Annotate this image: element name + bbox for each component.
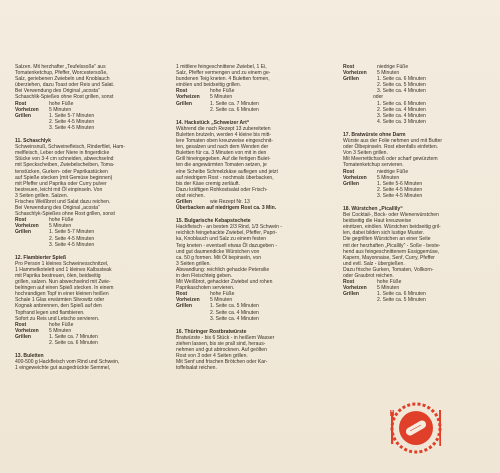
text-line: Schale 1 Glas erwärmten Slivowitz oder [15, 297, 105, 304]
grillen-label: Grillen [343, 291, 359, 298]
text-line: Schaschlik-Spießes ohne Rost grillen, sonst [15, 94, 114, 101]
text-line: Mit Weißbrot, gehackter Zwiebel und rohen [176, 279, 273, 286]
grillen-line: 3. Seite 4-5 Minuten [377, 192, 423, 199]
rost-label: Rost [176, 291, 188, 298]
text-line: und evtl. Salz - übergießen. [343, 260, 405, 267]
grillen-line: 2. Seite 4-5 Minuten [49, 235, 95, 242]
vorheizen-label: Vorheizen [343, 174, 367, 181]
grillen-label: Grillen [15, 333, 31, 340]
rost-value: niedrige Füße [377, 168, 409, 175]
grillen-line: 3. Seite 4-5 Minuten [49, 124, 95, 131]
text-line: mit Paprika bestreuen, ölen, beidseitig [15, 273, 101, 279]
rost-label: Rost [343, 168, 355, 175]
rost-label: Rost [15, 217, 27, 224]
text-line: bestreuen, leicht mit Öl einpinseln. Von [15, 186, 103, 193]
text-line: 1 Hammelkotelett und 1 kleines Kalbssteak [15, 266, 112, 273]
rost-value: hohe Füße [49, 217, 74, 224]
text-line: Während die nach Rezept 13 zubereiteten [176, 125, 271, 132]
grillen-label: Grillen [176, 100, 192, 107]
grillen-label: Grillen [15, 112, 31, 119]
section-title: 18. Würstchen „Picallily“ [343, 205, 403, 212]
text-line: nehmen und gut abtrocknen. Auf geölten [176, 347, 267, 354]
grillen-line: 4. Seite ca. 3 Minuten [377, 118, 426, 125]
text-line: Paprikaschoten servieren. [176, 285, 235, 292]
vorheizen-value: 5 Minuten [49, 106, 72, 113]
text-line: Teig kneten - eventuell etwas Öl dazugeben - [176, 242, 277, 249]
text-line: Bei Cocktail-, Bock- oder Wienerwürstchen [343, 212, 439, 219]
text-line: Kognak anbrennen, den Spieß auf den [15, 303, 102, 310]
text-line: ziehen lassen, bis sie prall sind, heraus- [176, 340, 266, 347]
grillen-line: 2. Seite ca. 5 Minuten [377, 297, 426, 304]
grillen-row [176, 101, 326, 107]
vorheizen-label: Vorheizen [15, 106, 39, 113]
grillen-label: Grillen [343, 180, 359, 187]
text-line: Dazu kräftigen Rohkostsalat oder Frisch- [176, 186, 268, 193]
column-2 [176, 64, 326, 371]
text-line: Sofort zu Reis und Letscho servieren. [15, 315, 100, 322]
text-line: len, dabei bilden sich lustige Muster. [343, 230, 425, 237]
text-line: ca. 50 g formen. Mit Öl bepinseln, von [176, 254, 261, 261]
grillen-line: 3. Seite ca. 4 Minuten [210, 315, 259, 322]
text-line: Salzen. Mit herzhafter „Teufelssoße“ aus [15, 64, 106, 70]
text-line: Stücke von 3-4 cm schneiden, abwechselnd [15, 156, 114, 163]
vorheizen-label: Vorheizen [343, 285, 367, 292]
grillen-line: 2. Seite 4-5 Minuten [377, 186, 423, 193]
text-line: einritzen, einölen. Würstchen beidseitig gril- [343, 224, 441, 231]
section-title: 12. Flambierter Spieß [15, 254, 67, 261]
text-line: Pro Person 1 kleines Schweinesschnitzel, [15, 260, 109, 267]
text-line: 3 Seiten grillen. [176, 260, 211, 267]
text-line: Kapern, Mayonnaise, Senf, Curry, Pfeffer [343, 254, 435, 261]
vorheizen-value: 5 Minuten [377, 285, 400, 292]
text-line: Mit Senf und frischen Brötchen oder Kar- [176, 359, 268, 366]
grillen-line: 3. Seite ca. 4 Minuten [377, 112, 426, 119]
oder-text: oder [373, 94, 384, 101]
text-line: ten, gesalzen und nach dem Wenden der [176, 144, 269, 151]
text-line: Bei Verwendung des Original „acosta“ [15, 88, 100, 95]
section-title: 15. Bulgarische Kebapstschete [176, 218, 251, 225]
vorheizen-label: Vorheizen [176, 94, 200, 101]
text-line: ten die angewärmten Tomaten setzen, je [176, 162, 267, 169]
text-line: Schweinsnuß, Schweinefleisch, Rinderfilet, Ham- [15, 144, 125, 151]
section-title: 16. Thüringer Rostbratwürste [176, 328, 247, 335]
text-line: Schaschlyk-Spießes ohne Rost grillen, sonst [15, 211, 115, 218]
section-title: 17. Bratwürste ohne Darm [343, 131, 406, 138]
text-line: mit der herzhaften „Picallily“ - Soße - beste- [343, 242, 441, 249]
grillen-line: 2. Seite ca. 5 Minuten [377, 82, 426, 89]
grillen-value: 1. Seite ca. 7 Minuten [210, 100, 259, 107]
text-line: und gut daumendicke Würstchen von [176, 248, 260, 255]
text-line: Buletten für ca. 3 Minuten von mit in den [176, 150, 267, 157]
grillen-line: 2. Seite ca. 4 Minuten [377, 106, 426, 113]
text-line: beidseitig die Haut kreuzweise [343, 218, 412, 225]
grillen-line: 2. Seite ca. 6 Minuten [210, 106, 259, 113]
grillen-line: 3. Seite 4-5 Minuten [49, 241, 95, 248]
rost-label: Rost [15, 321, 27, 328]
grillen-row [15, 113, 165, 119]
grillen-label: Grillen [176, 198, 192, 205]
text-line: Topfrand legen und flambieren. [15, 309, 85, 316]
vorheizen-value: 5 Minuten [49, 327, 72, 334]
grillen-value: 1. Seite ca. 5 Minuten [210, 303, 259, 310]
grillen-line: 3. Seite ca. 4 Minuten [377, 88, 426, 95]
text-line: mit Speckscheiben, Zwiebelscheiben, Toma- [15, 162, 115, 169]
grillen-row [176, 303, 326, 309]
grillen-value: 1. Seite 5-7 Minuten [49, 112, 95, 119]
text-line: in den Fleischteig geben. [176, 273, 233, 279]
grillen-value: wie Rezept Nr. 13 [210, 198, 250, 205]
text-line: Bei Verwendung des Original „acosta“ [15, 205, 100, 212]
intro-text [15, 64, 165, 101]
text-line: überziehen, dazu Toast oder Reis und Salat. [15, 82, 115, 89]
grillen-row [343, 181, 493, 187]
text-line: belringen auf einen Spieß stecken. In einem [15, 285, 114, 292]
text-line: oder Graubrot reichen. [343, 273, 394, 279]
text-line: hochrandigen Topf in einer kleinen heißen [15, 291, 109, 298]
vorheizen-label: Vorheizen [343, 70, 367, 77]
text-line: obst reichen. [176, 192, 205, 199]
vorheizen-value: 5 Minuten [377, 174, 400, 181]
text-line: 1 eingeweichte gut ausgedrückte Semmel, [15, 365, 111, 372]
rost-label: Rost [343, 64, 355, 70]
grillen-line: 2. Seite ca. 6 Minuten [49, 340, 98, 347]
text-line: Grill hineingegeben. Auf die fertigen Bulet- [176, 156, 271, 163]
text-line: Von 3 Seiten grillen. [343, 150, 388, 157]
text-line: auf Spieße stecken (mit Gemüse beginnen) [15, 174, 113, 181]
vorheizen-value: 5 Minuten [377, 70, 400, 77]
section-title: 13. Buletten [15, 353, 44, 360]
text-line: Buletten brutzeln, werden 4 kleine bis mitt- [176, 131, 272, 138]
text-line: oder Ölbepinseln. Rost ebenfalls einfetten. [343, 144, 439, 151]
text-line: auf niedrigem Rost - nochmals überbacken, [176, 174, 274, 181]
text-line: toffelsalat reichen. [176, 365, 217, 372]
grillen-label: Grillen [15, 229, 31, 236]
text-line: 400-500 g Hackfleisch vom Rind und Schwein, [15, 359, 120, 366]
text-line: Abwandlung: reichlich gehackte Petersilie [176, 266, 270, 273]
grillen-row [15, 229, 165, 235]
text-line: Frisches Weißbrot und Salat dazu reichen. [15, 198, 111, 205]
rost-label: Rost [176, 88, 188, 95]
text-line: lere Tomaten oben kreuzweise eingeschnit- [176, 138, 273, 145]
text-line: mit Pfeffer und Paprika oder Curry pulver [15, 180, 107, 187]
grillen-value: 1. Seite 5-7 Minuten [49, 229, 95, 236]
text-line: Mit Meerrettichsoß oder scharf gewürztem [343, 156, 438, 163]
text-line: Hackfleisch - an besten 2/3 Rind, 1/3 Schwein - [176, 224, 283, 231]
text-line: einölen und beidseitig grillen. [176, 82, 242, 89]
overbake-note: Überbacken auf niedrigem Rost ca. 3 Min. [176, 205, 277, 212]
rost-value: hohe Füße [210, 291, 235, 298]
text-line: ka, Knoblauch und Salz zu einem festen [176, 236, 267, 243]
rost-label: Rost [343, 279, 355, 286]
rost-label: Rost [15, 100, 27, 107]
vorheizen-value: 5 Minuten [210, 297, 233, 304]
rost-value: hohe Füße [49, 321, 74, 328]
text-line: Würste aus der Folie nehmen und mit Butter [343, 138, 443, 145]
text-line: 3 Seiten grillen. Salzen. [15, 192, 69, 199]
sausage-fork-knife-icon [390, 402, 442, 454]
section-title: 11. Schaschlyk [15, 138, 51, 145]
text-line: bundenen Teig kneten. 4 Buletten formen, [176, 76, 270, 83]
rost-value: hohe Füße [210, 88, 235, 95]
text-line: Salz, geriebenen Zwiebeln und Knoblauch [15, 76, 110, 83]
text-line: Die gegrillten Würstchen an einer Seite [343, 236, 431, 243]
rost-value: hohe Füße [49, 100, 74, 107]
vorheizen-value: 5 Minuten [49, 223, 72, 230]
text-line: Salz, Pfeffer vermengen und zu einem ge- [176, 70, 271, 77]
text-line: Bratwürste - bis 6 Stück - in heißem Wasser [176, 334, 275, 341]
grillen-label: Grillen [343, 76, 359, 83]
vorheizen-label: Vorheizen [176, 297, 200, 304]
grillen-value: 1. Seite ca. 7 Minuten [49, 333, 98, 340]
text-line: grillen, salzen. Nun abwechselnd mit Zwie- [15, 279, 111, 286]
grillen-value: 1. Seite 5-6 Minuten [377, 180, 423, 187]
grillen-line: 2. Seite 4-5 Minuten [49, 118, 95, 125]
grillen-value: 1. Seite ca. 6 Minuten [377, 76, 426, 83]
column-3 [343, 64, 493, 303]
text-line: melfleisch, Leber oder Niere in fingerdicke [15, 150, 110, 157]
text-line: Dazu frische Gurken, Tomaten, Vollkorn- [343, 266, 434, 273]
text-line: eine Scheibe Schmelzkäse auflegen und jetzt [176, 168, 278, 175]
vorheizen-value: 5 Minuten [210, 94, 233, 101]
grillen-label: Grillen [176, 303, 192, 310]
text-line: Tomatenketchup, Pfeffer, Worcestersoße, [15, 70, 108, 77]
rost-value: hohe Füße [377, 279, 402, 286]
text-line: bis der Käse cremig zerläuft. [176, 180, 240, 187]
grillen-line: 1. Seite ca. 6 Minuten [377, 100, 426, 107]
text-line: tenstücken, Gurken- oder Paprikastücken [15, 168, 108, 175]
column-1 [15, 64, 165, 371]
text-line: reichlich feingehackte Zwiebel, Pfeffer, Papri- [176, 230, 277, 237]
vorheizen-label: Vorheizen [15, 223, 39, 230]
vorheizen-label: Vorheizen [15, 327, 39, 334]
text-line: 1 mittlere feingeschnittene Zwiebel, 1 Ei, [176, 64, 267, 70]
grillen-line: 2. Seite ca. 4 Minuten [210, 309, 259, 316]
section-title: 14. Hackstück „Schweizer Art“ [176, 119, 250, 126]
text-line: Rost von 3 oder 4 Seiten grillen. [176, 353, 248, 360]
text-line: Tomatenketchup servieren. [343, 162, 404, 169]
grillen-value: 1. Seite ca. 6 Minuten [377, 291, 426, 298]
rost-value: niedrige Füße [377, 64, 409, 70]
text-line: hend aus feingeschnittenem Essiggemüse, [343, 248, 440, 255]
